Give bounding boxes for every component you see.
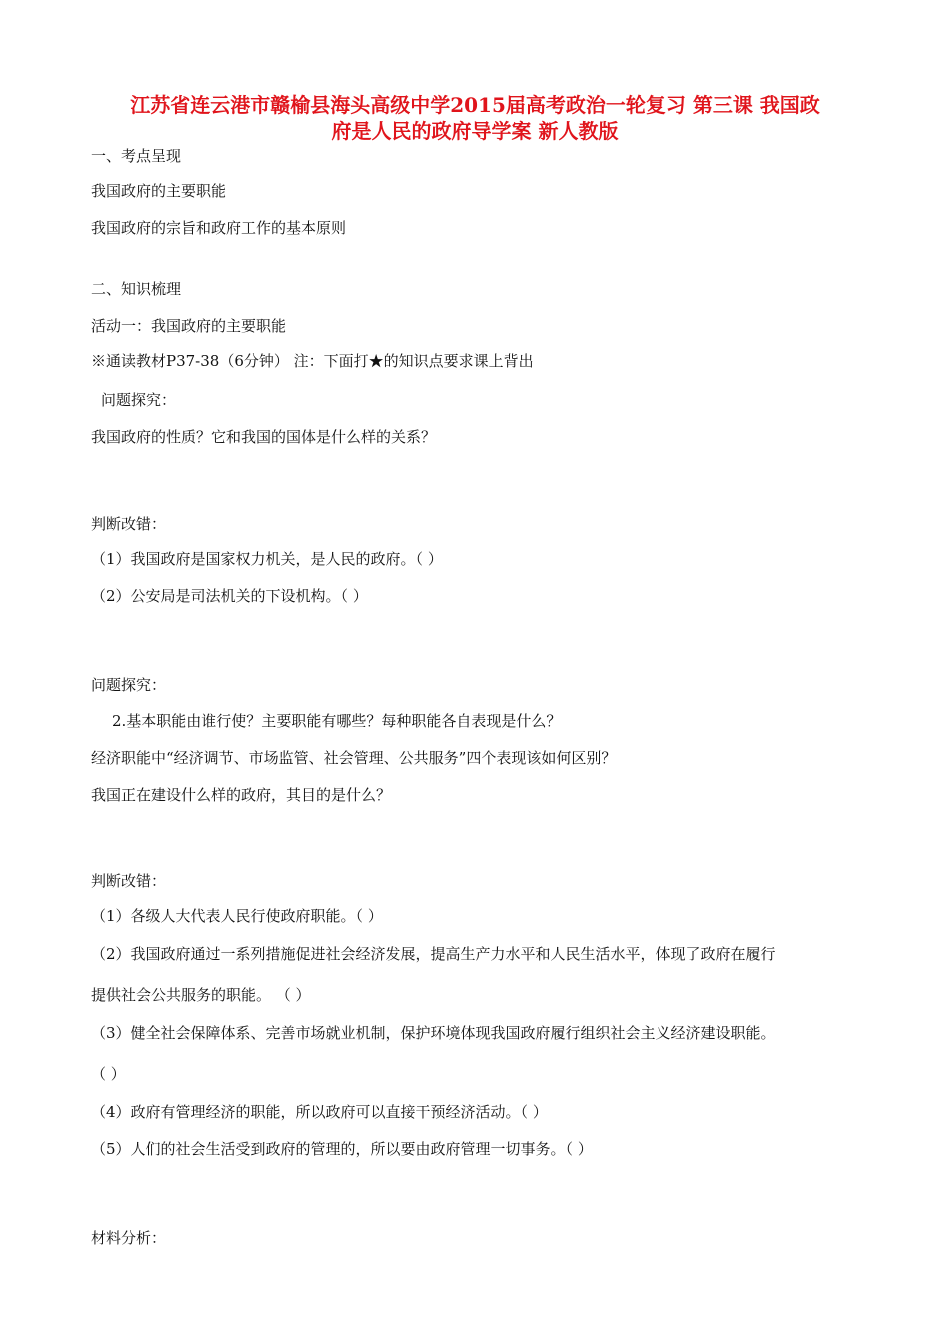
key-point-item: 我国政府的主要职能 xyxy=(91,182,227,200)
judge-item: （2）我国政府通过一系列措施促进社会经济发展，提高生产力水平和人民生活水平，体现了政府在履行 xyxy=(91,945,776,963)
inquiry-label: 问题探究： xyxy=(101,391,177,409)
judge-item: （1）我国政府是国家权力机关，是人民的政府。（ ） xyxy=(91,550,443,568)
inquiry-label: 问题探究： xyxy=(91,676,167,694)
document-title-line-1: 江苏省连云港市赣榆县海头高级中学2015届高考政治一轮复习 第三课 我国政 xyxy=(130,93,820,117)
inquiry-question: 我国政府的性质？它和我国的国体是什么样的关系？ xyxy=(91,428,437,446)
judge-item: （4）政府有管理经济的职能，所以政府可以直接干预经济活动。（ ） xyxy=(91,1103,548,1121)
section-heading-key-points: 一、考点呈现 xyxy=(91,147,182,165)
judge-item-continued: 提供社会公共服务的职能。 （ ） xyxy=(91,986,311,1004)
document-title-line-2: 府是人民的政府导学案 新人教版 xyxy=(331,119,619,143)
inquiry-question: 经济职能中“经济调节、市场监管、社会管理、公共服务”四个表现该如何区别？ xyxy=(91,749,617,767)
judge-label: 判断改错： xyxy=(91,515,167,533)
section-heading-knowledge: 二、知识梳理 xyxy=(91,280,182,298)
key-point-item: 我国政府的宗旨和政府工作的基本原则 xyxy=(91,219,347,237)
judge-item: （5）人们的社会生活受到政府的管理的，所以要由政府管理一切事务。（ ） xyxy=(91,1140,593,1158)
judge-label: 判断改错： xyxy=(91,872,167,890)
inquiry-question: 2.基本职能由谁行使？主要职能有哪些？每种职能各自表现是什么？ xyxy=(112,712,562,730)
inquiry-question: 我国正在建设什么样的政府，其目的是什么？ xyxy=(91,786,392,804)
judge-item-continued: （ ） xyxy=(91,1065,126,1083)
judge-item: （3）健全社会保障体系、完善市场就业机制，保护环境体现我国政府履行组织社会主义经济建设职能。 xyxy=(91,1024,776,1042)
reading-instruction: ※通读教材P37-38（6分钟） 注：下面打★的知识点要求课上背出 xyxy=(91,352,534,370)
material-analysis-label: 材料分析： xyxy=(91,1229,167,1247)
judge-item: （1）各级人大代表人民行使政府职能。（ ） xyxy=(91,907,383,925)
activity-title: 活动一：我国政府的主要职能 xyxy=(91,317,287,335)
judge-item: （2）公安局是司法机关的下设机构。（ ） xyxy=(91,587,368,605)
